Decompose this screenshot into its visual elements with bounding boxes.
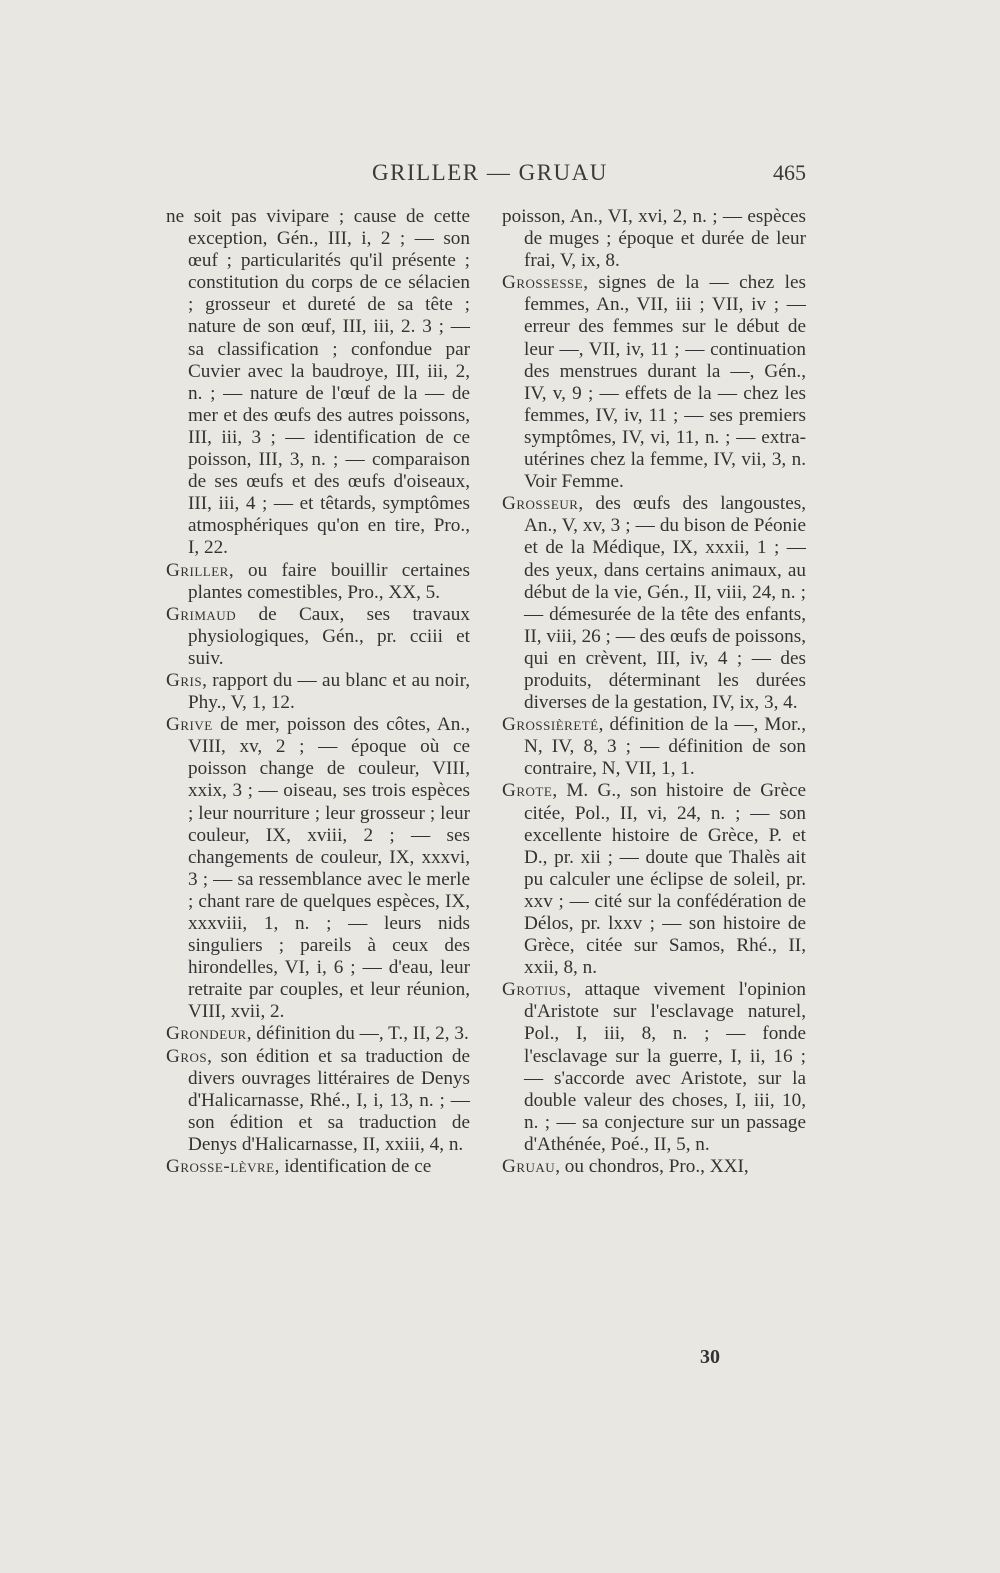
- index-entry: Grive de mer, poisson des côtes, An., VIII, xv, 2 ; — époque où ce poisson change de couleur, VIII, xxix, 3 ; — oiseau, ses trois espèces ; leur nourriture ; leur grosseur ; leur couleur, IX, xviii, 2 ; — ses changements de couleur, IX, xxxvi, 3 ; — sa ressemblance avec le merle ; chant rare de quelques espèces, IX, xxxviii, 1, n. ; — leurs nids singuliers ; pareils à ceux des hirondelles, VI, i, 6 ; — d'eau, leur retraite par couples, et leur réunion, VIII, xvii, 2.: [166, 714, 470, 1023]
- index-entry: Griller, ou faire bouillir certaines plantes comestibles, Pro., XX, 5.: [166, 559, 470, 603]
- index-entry: poisson, An., VI, xvi, 2, n. ; — espèces de muges ; époque et durée de leur frai, V, ix, 8.: [502, 206, 806, 272]
- index-entry: Gris, rapport du — au blanc et au noir, Phy., V, 1, 12.: [166, 669, 470, 714]
- page-number: 465: [773, 160, 806, 185]
- index-entry: Gros, son édition et sa traduction de divers ouvrages littéraires de Denys d'Halicarnasse, Rhé., I, i, 13, n. ; — son édition et sa traduction de Denys d'Halicarnasse, II, xxiii, 4, n.: [166, 1045, 470, 1155]
- left-column: [166, 206, 470, 1178]
- signature-mark: 30: [700, 1346, 720, 1368]
- index-entry: Grotius, attaque vivement l'opinion d'Aristote sur l'esclavage naturel, Pol., I, iii, 8, n. ; — fonde l'esclavage sur la guerre, I, ii, 16 ; — s'accorde avec Aristote, sur la double valeur des choses, I, iii, 10, n. ; — sa conjecture sur un passage d'Athénée, Poé., II, 5, n.: [502, 979, 806, 1155]
- index-entry: Grosseur, des œufs des langoustes, An., V, xv, 3 ; — du bison de Péonie et de la Médique, IX, xxxii, 1 ; — des yeux, dans certains animaux, au début de la vie, Gén., II, viii, 24, n. ; — démesurée de la tête des enfants, II, viii, 26 ; — des œufs de poissons, qui en crèvent, III, iv, 4 ; — des produits, déterminant les durées diverses de la gestation, IV, ix, 3, 4.: [502, 493, 806, 714]
- right-column: [502, 206, 806, 1178]
- index-entry: Grimaud de Caux, ses travaux physiologiques, Gén., pr. cciii et suiv.: [166, 603, 470, 669]
- index-entry: Grosse-lèvre, identification de ce: [166, 1156, 432, 1178]
- index-entry: Grossièreté, définition de la —, Mor., N, IV, 8, 3 ; — définition de son contraire, N, VII, 1, 1.: [502, 714, 806, 780]
- index-entry: Grossesse, signes de la — chez les femmes, An., VII, iii ; VII, iv ; — erreur des femmes sur le début de leur —, VII, iv, 11 ; — continuation des menstrues durant la —, Gén., IV, v, 9 ; — effets de la — chez les femmes, IV, iv, 11 ; — ses premiers symptômes, IV, vi, 11, n. ; — extra-utérines chez la femme, IV, vii, 3, n. Voir Femme.: [502, 272, 806, 493]
- index-entry: Gruau, ou chondros, Pro., XXI,: [502, 1156, 749, 1178]
- index-entry: Grondeur, définition du —, T., II, 2, 3.: [166, 1023, 469, 1045]
- index-entry: ne soit pas vivipare ; cause de cette exception, Gén., III, i, 2 ; — son œuf ; particularités qu'il présente ; constitution du corps de ce sélacien ; grosseur et dureté de sa tête ; nature de son œuf, III, iii, 2. 3 ; — sa classification ; confondue par Cuvier avec la baudroye, III, iii, 2, n. ; — nature de l'œuf de la — de mer et des œufs des autres poissons, III, iii, 3 ; — identification de ce poisson, III, 3, n. ; — comparaison de ses œufs et des œufs d'oiseaux, III, iii, 4 ; — et têtards, symptômes atmosphériques qu'on en tire, Pro., I, 22.: [166, 206, 470, 559]
- index-entry: Grote, M. G., son histoire de Grèce citée, Pol., II, vi, 24, n. ; — son excellente histoire de Grèce, P. et D., pr. xii ; — doute que Thalès ait pu calculer une éclipse de soleil, pr. xxv ; — cité sur la confédération de Délos, pr. lxxv ; — son histoire de Grèce, citée sur Samos, Rhé., II, xxii, 8, n.: [502, 780, 806, 979]
- running-head: GRILLER — GRUAU: [372, 160, 608, 185]
